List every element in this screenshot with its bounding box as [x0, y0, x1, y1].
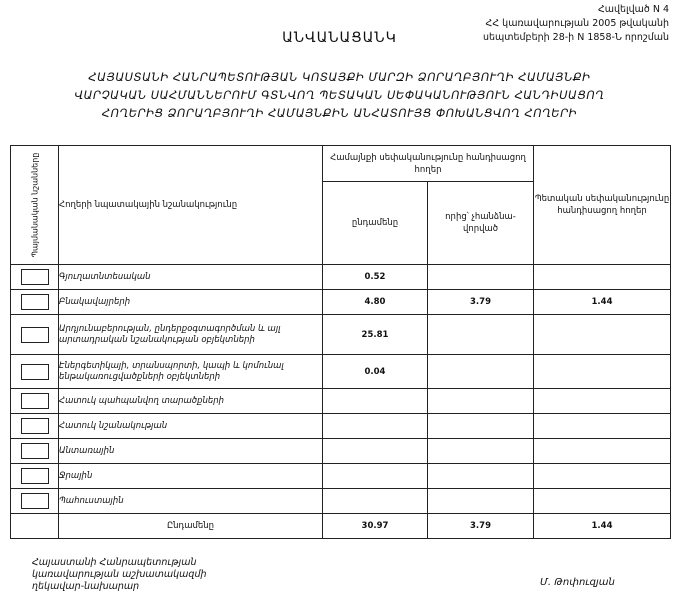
- document-title: ԱՆՎԱՆԱՑԱՆԿ: [282, 30, 397, 46]
- signer-line: կառավարության աշխատակազմի: [32, 569, 207, 580]
- state-cell: [534, 464, 671, 489]
- table-row: [11, 290, 671, 315]
- table-row: [11, 464, 671, 489]
- state-cell: [534, 489, 671, 514]
- purpose-column-header: Հողերի նպատակային նշանակությունը: [59, 146, 323, 265]
- heading-line: ՎԱՐՉԱԿԱՆ ՍԱՀՄԱՆՆԵՐՈՒՄ ԳՏՆՎՈՂ ՊԵՏԱԿԱՆ ՍԵՓԱԿԱՆՈՒԹՅՈՒՆ ՀԱՆԴԻՍԱՑՈՂ: [74, 88, 605, 102]
- unformalized-cell: [428, 489, 534, 514]
- row-label: Արդյունաբերության, ընդերքօգտագործման և այլ արտադրական նշանակության օբյեկտների: [59, 315, 323, 355]
- unformalized-column-header: որից՝ չհանձնա-վորված: [428, 182, 534, 265]
- unformalized-cell: [428, 439, 534, 464]
- row-label: Պահուստային: [59, 489, 323, 514]
- total-cell: [323, 389, 428, 414]
- legend-swatch: [21, 327, 49, 343]
- heading-line: ՀՈՂԵՐԻՑ ՁՈՐԱՂԲՅՈՒՂԻ ՀԱՄԱՅՆՔԻՆ ԱՆՀԱՏՈՒՅՑ ՓՈԽԱՆՑՎՈՂ ՀՈՂԵՐԻ: [101, 106, 578, 120]
- total-cell: [323, 489, 428, 514]
- code-cell: [11, 514, 59, 539]
- total-cell: [323, 464, 428, 489]
- grand-total-cell: 30.97: [323, 514, 428, 539]
- legend-swatch: [21, 269, 49, 285]
- row-label: Էներգետիկայի, տրանսպորտի, կապի և կոմունալ ենթակառուցվածքների օբյեկտների: [59, 355, 323, 389]
- total-cell: 4.80: [323, 290, 428, 315]
- state-cell: [534, 389, 671, 414]
- state-column-header: Պետական սեփականությունը հանդիսացող հողեր: [534, 146, 671, 265]
- code-cell: [11, 464, 59, 489]
- row-label: Հատուկ պահպանվող տարածքների: [59, 389, 323, 414]
- legend-swatch: [21, 393, 49, 409]
- community-column-header: Համայնքի սեփականությունը հանդիսացող հողեր: [323, 146, 534, 182]
- unformalized-cell: [428, 389, 534, 414]
- unformalized-total-cell: 3.79: [428, 514, 534, 539]
- table-row: [11, 389, 671, 414]
- legend-swatch: [21, 294, 49, 310]
- code-cell: [11, 265, 59, 290]
- signer-line: ղեկավար-նախարար: [32, 581, 140, 592]
- total-cell: 0.52: [323, 265, 428, 290]
- code-column-label: Պայմանական նշանները: [30, 152, 39, 258]
- unformalized-cell: [428, 315, 534, 355]
- legend-swatch: [21, 443, 49, 459]
- row-label: Բնակավայրերի: [59, 290, 323, 315]
- code-cell: [11, 315, 59, 355]
- appendix-line: ՀՀ կառավարության 2005 թվականի: [485, 18, 669, 29]
- code-column-header: [11, 146, 59, 265]
- signer-title: [32, 557, 207, 593]
- code-cell: [11, 389, 59, 414]
- unformalized-cell: 3.79: [428, 290, 534, 315]
- signer-name: Մ. Թոփուզյան: [540, 577, 615, 588]
- row-label: Հատուկ նշանակության: [59, 414, 323, 439]
- total-row: [11, 514, 671, 539]
- legend-swatch: [21, 493, 49, 509]
- document-heading: [10, 68, 669, 122]
- state-cell: [534, 439, 671, 464]
- state-cell: [534, 414, 671, 439]
- table-row: [11, 489, 671, 514]
- unformalized-cell: [428, 355, 534, 389]
- row-label: Անտառային: [59, 439, 323, 464]
- state-total-cell: 1.44: [534, 514, 671, 539]
- table-row: [11, 355, 671, 389]
- row-label: Ջրային: [59, 464, 323, 489]
- state-cell: [534, 315, 671, 355]
- code-cell: [11, 414, 59, 439]
- appendix-line: սեպտեմբերի 28-ի N 1858-Ն որոշման: [482, 32, 669, 43]
- table-row: [11, 315, 671, 355]
- total-row-label: Ընդամենը: [59, 514, 323, 539]
- land-table: [10, 145, 671, 539]
- total-cell: [323, 439, 428, 464]
- legend-swatch: [21, 418, 49, 434]
- total-cell: 25.81: [323, 315, 428, 355]
- row-label: Գյուղատնտեսական: [59, 265, 323, 290]
- code-cell: [11, 290, 59, 315]
- code-cell: [11, 489, 59, 514]
- total-column-header: ընդամենը: [323, 182, 428, 265]
- total-cell: [323, 414, 428, 439]
- legend-swatch: [21, 364, 49, 380]
- appendix-line: Հավելված N 4: [597, 4, 669, 15]
- code-cell: [11, 355, 59, 389]
- table-row: [11, 439, 671, 464]
- unformalized-cell: [428, 414, 534, 439]
- table-row: [11, 265, 671, 290]
- heading-line: ՀԱՅԱՍՏԱՆԻ ՀԱՆՐԱՊԵՏՈՒԹՅԱՆ ԿՈՏԱՅՔԻ ՄԱՐԶԻ ՁՈՐԱՂԲՅՈՒՂԻ ՀԱՄԱՅՆՔԻ: [88, 70, 591, 84]
- legend-swatch: [21, 468, 49, 484]
- unformalized-cell: [428, 265, 534, 290]
- state-cell: [534, 265, 671, 290]
- code-cell: [11, 439, 59, 464]
- table-row: [11, 414, 671, 439]
- unformalized-cell: [428, 464, 534, 489]
- state-cell: [534, 355, 671, 389]
- state-cell: 1.44: [534, 290, 671, 315]
- signer-line: Հայաստանի Հանրապետության: [32, 557, 197, 568]
- total-cell: 0.04: [323, 355, 428, 389]
